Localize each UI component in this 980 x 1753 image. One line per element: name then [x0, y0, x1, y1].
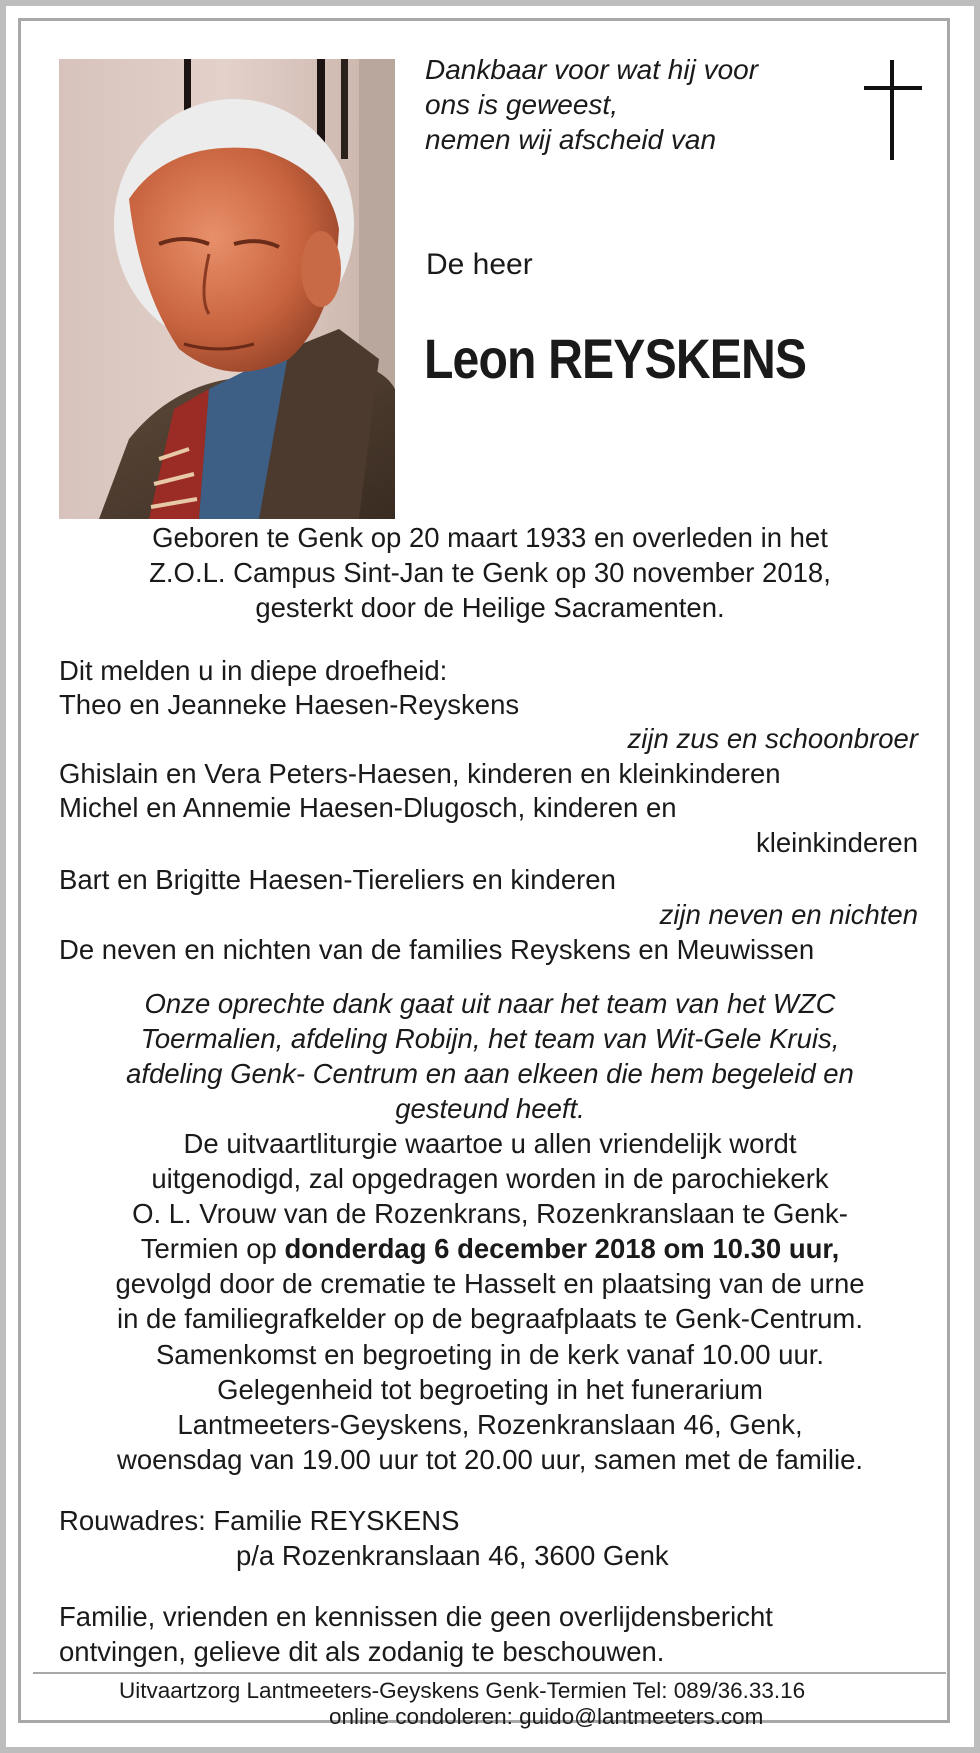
deceased-name: Leon REYSKENS [424, 327, 807, 390]
funeral-home-line: Uitvaartzorg Lantmeeters-Geyskens Genk-Termien Tel: 089/36.33.16 [119, 1678, 806, 1703]
liturgy-line: in de familiegrafkelder op de begraafplaats te Genk-Centrum. [117, 1303, 863, 1334]
intro-line: nemen wij afscheid van [425, 124, 717, 155]
notice-line: ontvingen, gelieve dit als zodanig te beschouwen. [59, 1636, 665, 1667]
liturgy-line: Lantmeeters-Geyskens, Rozenkranslaan 46, Genk, [177, 1409, 803, 1440]
portrait-photo [59, 59, 395, 519]
address-line: Rouwadres: Familie REYSKENS [59, 1505, 460, 1536]
birth-line: Geboren te Genk op 20 maart 1933 en overleden in het [152, 522, 828, 553]
family-line: kleinkinderen [755, 827, 918, 858]
thanks-line: gesteund heeft. [395, 1093, 585, 1124]
thanks-line: Toermalien, afdeling Robijn, het team van Wit-Gele Kruis, [140, 1023, 840, 1054]
intro-line: Dankbaar voor wat hij voor [425, 54, 759, 85]
birth-line: gesterkt door de Heilige Sacramenten. [255, 592, 725, 623]
family-line: Bart en Brigitte Haesen-Tiereliers en kinderen [59, 864, 616, 895]
birth-line: Z.O.L. Campus Sint-Jan te Genk op 30 november 2018, [149, 557, 831, 588]
liturgy-line: Samenkomst en begroeting in de kerk vanaf 10.00 uur. [155, 1339, 825, 1370]
family-line: De neven en nichten van de families Reyskens en Meuwissen [59, 934, 815, 965]
liturgy-line: O. L. Vrouw van de Rozenkrans, Rozenkranslaan te Genk- [132, 1198, 848, 1229]
liturgy-line: Gelegenheid tot begroeting in het funerarium [217, 1374, 763, 1405]
liturgy-line: De uitvaartliturgie waartoe u allen vriendelijk wordt [183, 1128, 797, 1159]
thanks-line: Onze oprechte dank gaat uit naar het team van het WZC [144, 988, 836, 1019]
condolence-line: online condoleren: guido@lantmeeters.com [329, 1704, 764, 1729]
liturgy-line [0, 1231, 980, 1266]
liturgy-text: Termien op [140, 1233, 285, 1264]
family-relation: zijn zus en schoonbroer [627, 723, 918, 754]
family-line: Ghislain en Vera Peters-Haesen, kinderen en kleinkinderen [59, 758, 781, 789]
liturgy-line: gevolgd door de crematie te Hasselt en plaatsing van de urne [115, 1268, 865, 1299]
family-relation: zijn neven en nichten [659, 899, 918, 930]
thanks-line: afdeling Genk- Centrum en aan elkeen die hem begeleid en [126, 1058, 854, 1089]
family-announce: Dit melden u in diepe droefheid: [59, 655, 448, 686]
intro-text [425, 52, 758, 157]
cross-icon [864, 60, 922, 160]
family-line: Theo en Jeanneke Haesen-Reyskens [59, 689, 520, 720]
liturgy-line: woensdag van 19.00 uur tot 20.00 uur, samen met de familie. [116, 1444, 864, 1475]
ceremony-datetime: donderdag 6 december 2018 om 10.30 uur, [284, 1233, 840, 1264]
footer-divider [33, 1672, 946, 1674]
notice-line: Familie, vrienden en kennissen die geen overlijdensbericht [59, 1601, 773, 1632]
intro-line: ons is geweest, [425, 89, 618, 120]
address-line: p/a Rozenkranslaan 46, 3600 Genk [236, 1540, 669, 1571]
liturgy-line: uitgenodigd, zal opgedragen worden in de parochiekerk [151, 1163, 829, 1194]
title-prefix: De heer [426, 248, 533, 281]
family-line: Michel en Annemie Haesen-Dlugosch, kinderen en [59, 792, 677, 823]
